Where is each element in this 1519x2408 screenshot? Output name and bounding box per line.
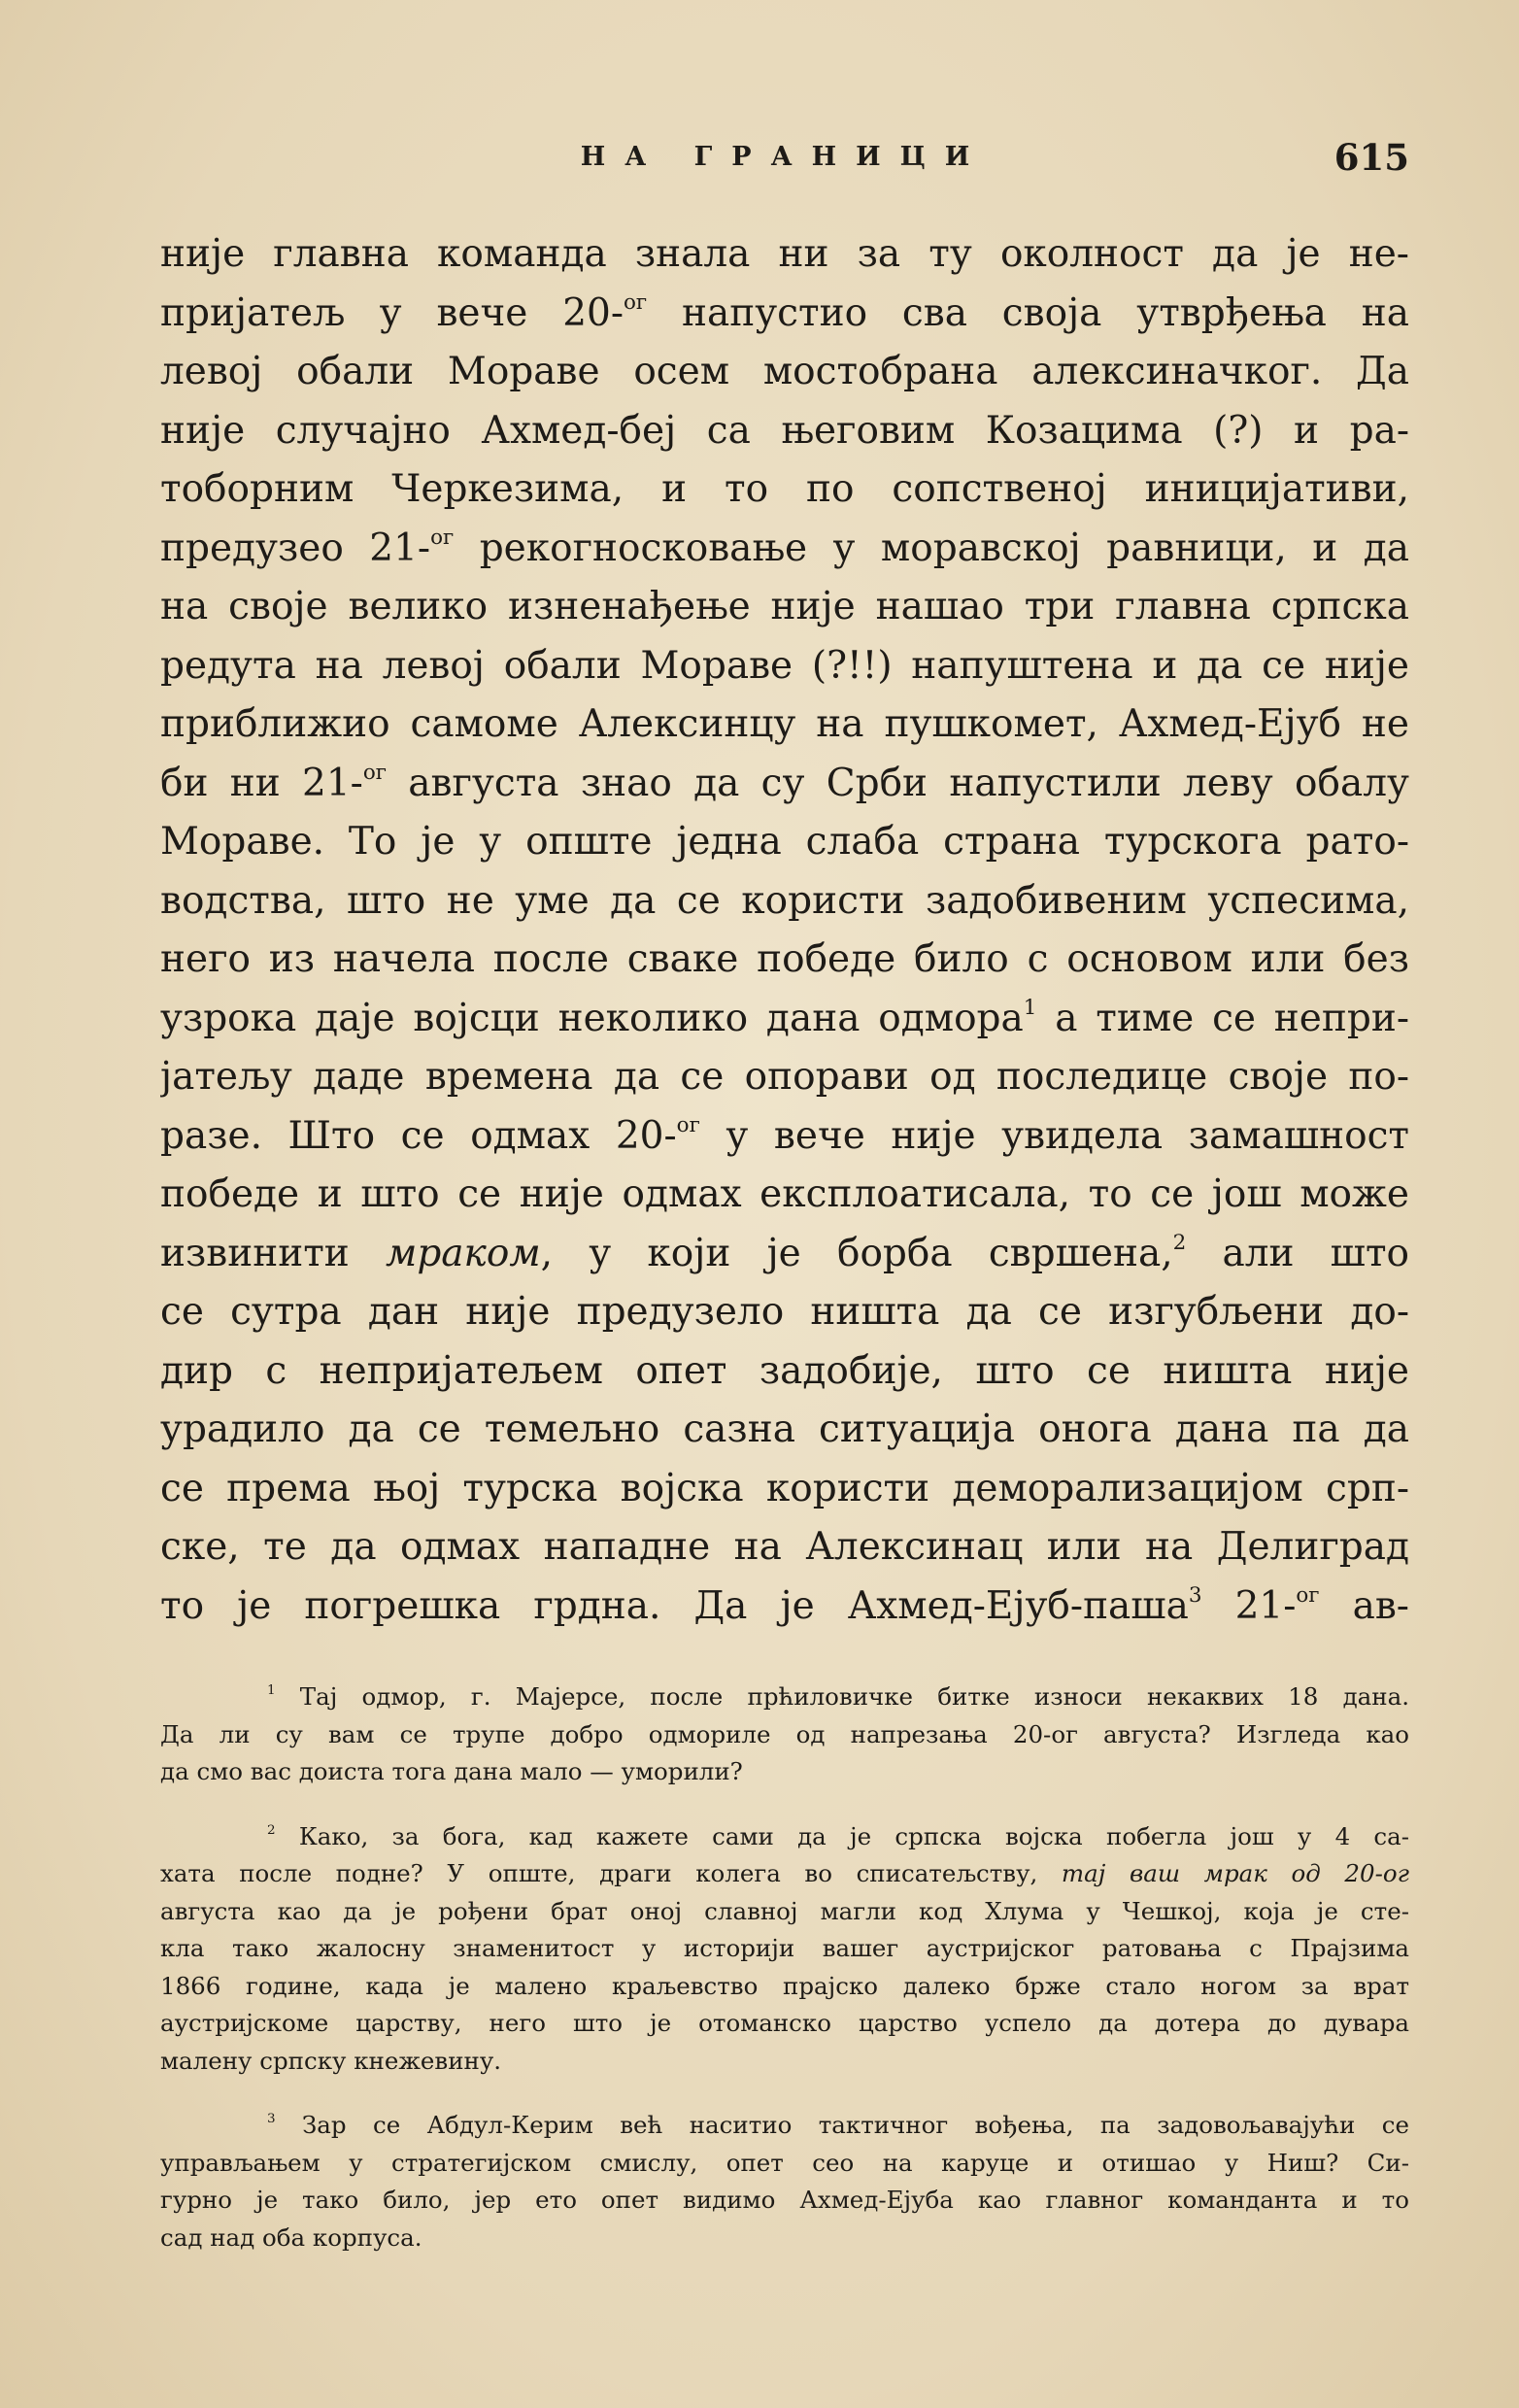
text-line: предузео 21-$^{ог}$ рекогносковање у моравској равници, и да bbox=[160, 525, 1409, 570]
text-line: ске, те да одмах нападне на Алексинац или на Делиград bbox=[160, 1525, 1409, 1569]
footnote-marker: 2 bbox=[267, 1821, 276, 1838]
text-line: извинити мраком, у који је борба свршена,$^2$ али што bbox=[160, 1230, 1409, 1275]
footnote-line: $^1$ Тај одмор, г. Мајерсе, после прћиловичке битке износи некаквих 18 дана. bbox=[267, 1682, 1409, 1711]
text-line: приближио самоме Алексинцу на пушкомет, Ахмед-Ејуб не bbox=[160, 702, 1409, 746]
main-text bbox=[160, 225, 1409, 1636]
text-line: разе. Што се одмах 20-$^{ог}$ у вече није увидела замашност bbox=[160, 1112, 1409, 1158]
text-line: тоборним Черкезима, и то по сопственој иницијативи, bbox=[160, 467, 1409, 511]
footnote-line: Да ли су вам се трупе добро одмориле од напрезања 20-ог августа? Изгледа као bbox=[160, 1719, 1409, 1748]
page-number: 615 bbox=[1333, 136, 1409, 179]
text-line: пријатељ у вече 20-$^{ог}$ напустио сва своја утврђења на bbox=[160, 289, 1409, 335]
footnote-line: аустријскоме царству, него што је отоманско царство успело да дотера до дувара bbox=[160, 2009, 1409, 2037]
text-line: узрока даје војсци неколико дана одмора$^1$ а тиме се непри- bbox=[160, 995, 1409, 1040]
footnote-line: да смо вас доиста тога дана мало — уморили? bbox=[160, 1757, 743, 1785]
text-line: победе и што се није одмах експлоатисала, то се још може bbox=[160, 1172, 1409, 1216]
footnote-line: $^2$ Како, за бога, кад кажете сами да је српска војска побегла још у 4 са- bbox=[267, 1821, 1409, 1850]
footnote-1 bbox=[160, 1679, 1409, 1791]
footnote-line: малену српску кнежевину. bbox=[160, 2046, 502, 2075]
text-line: дир с непријатељем опет задобије, што се ништа није bbox=[160, 1348, 1409, 1393]
text-line: није случајно Ахмед-беј са његовим Козацима (?) и ра- bbox=[160, 408, 1409, 453]
footnote-line: $^3$ Зар се Абдул-Керим већ наситио тактичног вођења, па задовољавајући се bbox=[267, 2111, 1409, 2139]
text-line: то је погрешка грдна. Да је Ахмед-Ејуб-паша$^3$ 21-$^{ог}$ ав- bbox=[160, 1582, 1409, 1628]
text-line: на своје велико изненађење није нашао три главна српска bbox=[160, 585, 1409, 628]
text-line: се према њој турска војска користи деморализацијом срп- bbox=[160, 1466, 1409, 1510]
footnote-line: хата после подне? У опште, драги колега во списатељству, тај ваш мрак од 20-ог bbox=[160, 1859, 1409, 1887]
footnote-3 bbox=[160, 2107, 1409, 2256]
text-line: левој обали Мораве осем мостобрана алексиначког. Да bbox=[160, 350, 1409, 393]
text-line: Мораве. То је у опште једна слаба страна турскога рато- bbox=[160, 820, 1409, 864]
text-line: јатељу даде времена да се опорави од последице своје по- bbox=[160, 1055, 1409, 1099]
text-line: урадило да се темељно сазна ситуација онога дана па да bbox=[160, 1407, 1409, 1451]
text-line: него из начела после сваке победе било с основом или без bbox=[160, 937, 1409, 981]
footnote-2 bbox=[160, 1818, 1409, 2081]
text-line: водства, што не уме да се користи задобивеним успесима, bbox=[160, 878, 1409, 923]
footnote-marker: 3 bbox=[267, 2111, 276, 2127]
footnote-line: управљањем у стратегијском смислу, опет сео на каруце и отишао у Ниш? Си- bbox=[160, 2148, 1409, 2177]
running-title: НА ГРАНИЦИ bbox=[580, 142, 990, 172]
text-line: би ни 21-$^{ог}$ августа знао да су Срби напустили леву обалу bbox=[160, 760, 1409, 805]
footnote-line: кла тако жалосну знаменитост у историји вашег аустријског ратовања с Прајзима bbox=[160, 1934, 1409, 1962]
text-line: редута на левој обали Мораве (?!!) напуштена и да се није bbox=[160, 643, 1409, 688]
footnotes bbox=[160, 1679, 1409, 2284]
text-line: није главна команда знала ни за ту околност да је не- bbox=[160, 232, 1409, 276]
running-head bbox=[160, 136, 1409, 185]
footnote-line: августа као да је рођени брат оној славној магли код Хлума у Чешкој, која је сте- bbox=[160, 1896, 1409, 1925]
footnote-line: гурно је тако било, јер ето опет видимо Ахмед-Ејуба као главног команданта и то bbox=[160, 2186, 1409, 2214]
text-line: се сутра дан није предузело ништа да се изгубљени до- bbox=[160, 1290, 1409, 1334]
footnote-line: 1866 године, када је мaлено краљевство прајско далеко брже стало ногом за врат bbox=[160, 1971, 1409, 2000]
footnote-marker: 1 bbox=[267, 1682, 276, 1699]
footnote-line: сад над оба корпуса. bbox=[160, 2222, 422, 2252]
